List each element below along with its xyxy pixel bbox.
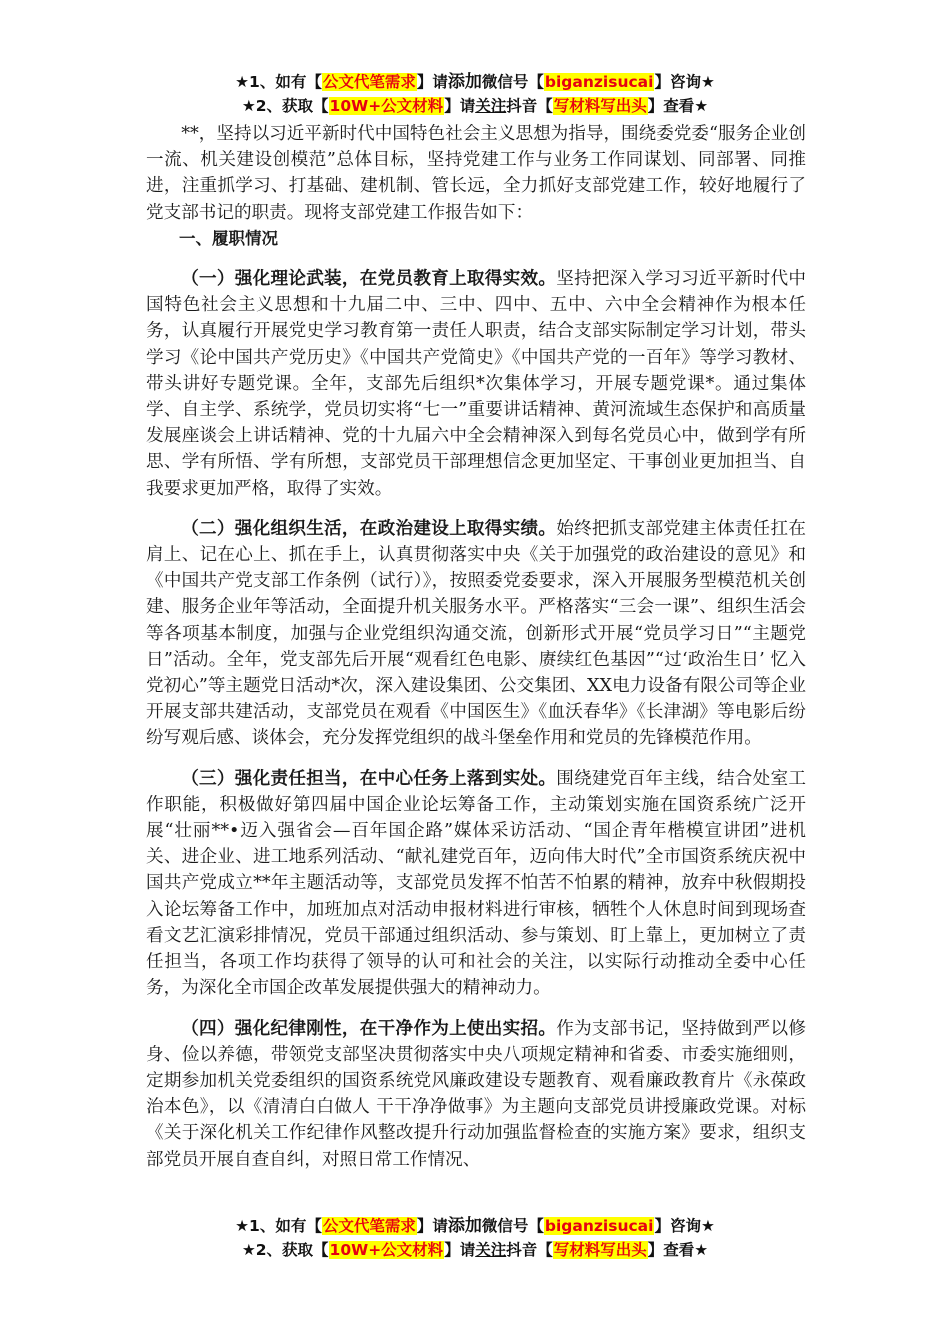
banner-text: 关注: [475, 1241, 507, 1259]
star-icon: ★: [235, 1217, 250, 1235]
star-icon: ★: [241, 97, 256, 115]
paragraph-text: 坚持把深入学习习近平新时代中国特色社会主义思想和十九届二中、三中、四中、五中、六中全会精神作为根本任务，认真履行开展党史学习教育第一责任人职责，结合支部实际制定学习计划，带头学习《论中国共产党历史》《中国共产党简史》《中国共产党的一百年》等学习教材、带头讲好专题党课。全年，支部先后组织*次集体学习，开展专题党课*。通过集体学、自主学、系统学，党员切实将“七一”重要讲话精神、黄河流域生态保护和高质量发展座谈会上讲话精神、党的十九届六中全会精神深入到每名党员心中，做到学有所思、学有所悟、学有所想，支部党员干部理想信念更加坚定、干事创业更加担当、自我要求更加严格，取得了实效。: [146, 269, 806, 499]
banner-text: 】请: [416, 73, 448, 91]
paragraph-lead: （三）强化责任担当，在中心任务上落到实处。: [181, 768, 557, 789]
highlight-douyin[interactable]: 写材料写出头: [553, 1241, 647, 1259]
banner-text: 】请: [444, 97, 476, 115]
highlight-wechat-id[interactable]: biganzisucai: [544, 73, 654, 91]
highlight-materials: 10W+公文材料: [329, 1241, 444, 1259]
banner-text: 2、获取【: [255, 97, 329, 115]
highlight-wechat-id[interactable]: biganzisucai: [544, 1217, 654, 1235]
banner-text: 关注: [475, 97, 507, 115]
paragraph-text: 始终把抓支部党建主体责任扛在肩上、记在心上、抓在手上，认真贯彻落实中央《关于加强党的政治建设的意见》和《中国共产党支部工作条例（试行）》，按照委党委要求，深入开展服务型模范机关创建、服务企业年等活动，全面提升机关服务水平。严格落实“三会一课”、组织生活会等各项基本制度，加强与企业党组织沟通交流，创新形式开展“党员学习日”“主题党日”活动。全年，党支部先后开展“观看红色电影、赓续红色基因”“过‘政治生日’ 忆入党初心”等主题党日活动*次，深入建设集团、公交集团、XX电力设备有限公司等企业开展支部共建活动，支部党员在观看《中国医生》《血沃春华》《长津湖》等电影后纷纷写观后感、谈体会，充分发挥党组织的战斗堡垒作用和党员的先锋模范作用。: [146, 518, 806, 749]
star-icon: ★: [241, 1241, 256, 1259]
paragraph-text: 作为支部书记，坚持做到严以修身、俭以养德，带领党支部坚决贯彻落实中央八项规定精神和省委、市委实施细则，定期参加机关党委组织的国资系统党风廉政建设专题教育、观看廉政教育片《永葆政治本色》，以《清清白白做人 干干净净做事》为主题向支部党员讲授廉政党课。对标《关于深化机关工作纪律作风整改提升行动加强监督检查的实施方案》要求，组织支部党员开展自查自纠，对照日常工作情况、: [146, 1018, 806, 1170]
highlight-service: 公文代笔需求: [322, 73, 416, 91]
banner-text: 微信号【: [481, 73, 544, 91]
banner-text: 2、获取【: [255, 1241, 329, 1259]
banner-text: 抖音【: [506, 1241, 553, 1259]
banner-text: 1、如有【: [249, 1217, 322, 1235]
intro-paragraph: **，坚持以习近平新时代中国特色社会主义思想为指导，围绕委党委“服务企业创一流、机关建设创模范”总体目标，坚持党建工作与业务工作同谋划、同部署、同推进，注重抓学习、打基础、建机制、管长远，全力抓好支部党建工作，较好地履行了党支部书记的职责。现将支部党建工作报告如下：: [146, 124, 806, 223]
banner-line-2: [0, 1238, 950, 1262]
footer-banner: [0, 1214, 950, 1262]
banner-text: 添加: [447, 1216, 482, 1236]
banner-text: 微信号【: [481, 1217, 544, 1235]
highlight-douyin[interactable]: 写材料写出头: [553, 97, 647, 115]
banner-line-1: [0, 1214, 950, 1238]
paragraph-lead: （四）强化纪律刚性，在干净作为上使出实招。: [181, 1018, 557, 1039]
section-paragraph-4: [146, 1016, 806, 1173]
banner-text: 抖音【: [506, 97, 553, 115]
banner-text: 添加: [447, 72, 482, 92]
section-paragraph-3: [146, 766, 806, 1002]
star-icon: ★: [235, 73, 250, 91]
section-paragraph-1: [146, 266, 806, 502]
banner-text: 】咨询★: [654, 1217, 715, 1235]
banner-text: 1、如有【: [249, 73, 322, 91]
banner-text: 】请: [444, 1241, 476, 1259]
highlight-service: 公文代笔需求: [322, 1217, 416, 1235]
banner-line-2: [0, 94, 950, 118]
document-body: [146, 121, 806, 1173]
banner-text: 】咨询★: [654, 73, 715, 91]
banner-text: 】请: [416, 1217, 448, 1235]
header-banner: [0, 70, 950, 118]
banner-text: 】查看★: [647, 97, 709, 115]
paragraph-lead: （一）强化理论武装，在党员教育上取得实效。: [181, 269, 557, 290]
banner-text: 】查看★: [647, 1241, 709, 1259]
paragraph-text: 围绕建党百年主线，结合处室工作职能，积极做好第四届中国企业论坛筹备工作，主动策划实施在国资系统广泛开展“壮丽**•迈入强省会—百年国企路”媒体采访活动、“国企青年楷模宣讲团”进机关、进企业、进工地系列活动、“献礼建党百年，迈向伟大时代”全市国资系统庆祝中国共产党成立**年主题活动等，支部党员发挥不怕苦不怕累的精神，放弃中秋假期投入论坛筹备工作中，加班加点对活动申报材料进行审核，牺牲个人休息时间到现场查看文艺汇演彩排情况，党员干部通过组织活动、参与策划、盯上靠上，更加树立了责任担当，各项工作均获得了领导的认可和社会的关注，以实际行动推动全委中心任务，为深化全市国企改革发展提供强大的精神动力。: [146, 768, 806, 999]
section-heading: 一、履职情况: [179, 228, 278, 248]
section-paragraph-2: [146, 516, 806, 752]
highlight-materials: 10W+公文材料: [329, 97, 444, 115]
paragraph-lead: （二）强化组织生活，在政治建设上取得实绩。: [181, 518, 557, 539]
banner-line-1: [0, 70, 950, 94]
